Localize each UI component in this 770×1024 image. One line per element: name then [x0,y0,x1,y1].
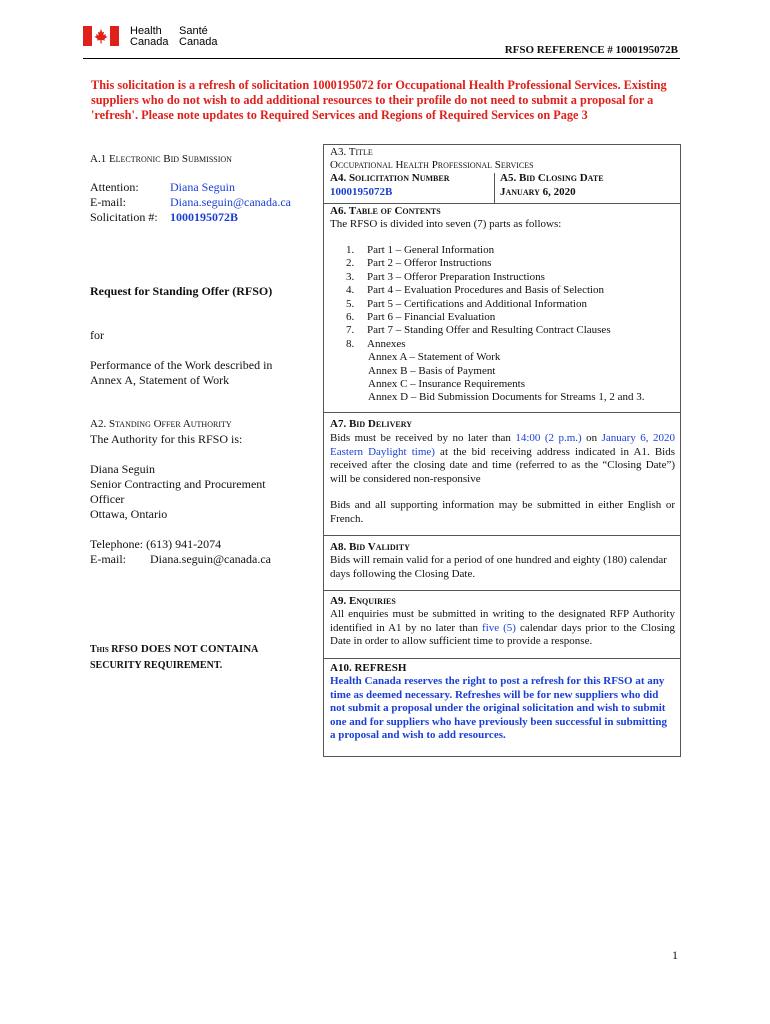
divider-a10 [323,658,681,659]
a7-heading: A7. Bid Delivery [330,418,413,430]
a6-intro: The RFSO is divided into seven (7) parts as follows: [330,218,562,230]
a4-value: 1000195072B [330,186,393,198]
security-part3: A [251,644,259,655]
security-statement [90,641,310,673]
a6-heading: A6. Table of Contents [330,205,441,217]
dept-name-en-line1: Health [130,25,162,37]
a7-text: Bids must be received by no later than 14:00 (2 p.m.) on January 6, 2020 Eastern Daylight time) at the bid receiving address indicated in A1. Bids received after the closing date and time (referred to as the “Closing Date”) will be considered non-responsive [330,432,675,485]
a5-heading: A5. Bid Closing Date [500,172,604,184]
toc-item: 8. Annexes [346,337,406,350]
dept-name-fr-line2: Canada [179,36,218,48]
performance-text: Performance of the Work described in Annex A, Statement of Work [90,358,273,387]
toc-item: 5. Part 5 – Certifications and Additional Information [346,297,587,310]
page-number: 1 [672,948,678,962]
email-link[interactable]: Diana.seguin@canada.ca [170,195,291,209]
toc-item: 3. Part 3 – Offeror Preparation Instructions [346,270,545,283]
header-divider [83,58,680,59]
toc-item: 7. Part 7 – Standing Offer and Resulting Contract Clauses [346,324,611,337]
solicitation-label: Solicitation #: [90,210,158,224]
health-canada-logo [83,24,223,50]
a8-text: Bids will remain valid for a period of one hundred and eighty (180) calendar days following the Closing Date. [330,554,667,580]
attention-label: Attention: [90,180,139,194]
security-part1: This RFSO [90,644,138,655]
authority-email-row [90,552,310,567]
a3-value: Occupational Health Professional Services [330,159,534,171]
for-text: for [90,328,104,342]
canada-flag-icon [83,26,119,46]
dept-name-en-line2: Canada [130,36,169,48]
toc-item: 4. Part 4 – Evaluation Procedures and Basis of Selection [346,284,605,297]
a9-text: All enquiries must be submitted in writing to the designated RFP Authority identified in A1 by no later than five (5) calendar days prior to the Closing Date in order to allow sufficient time to provide a response. [330,608,675,647]
a4-a5-divider [494,173,495,203]
attention-value: Diana Seguin [170,180,235,194]
a3-heading: A3. Title [330,146,373,158]
a5-value: January 6, 2020 [500,186,576,198]
toc-item: 1. Part 1 – General Information [346,244,495,256]
authority-title-line1: Senior Contracting and Procurement [90,477,266,491]
solicitation-value: 1000195072B [170,210,239,224]
authority-email-value[interactable]: Diana.seguin@canada.ca [150,552,271,566]
divider-a9 [323,590,681,591]
rfso-reference: RFSO REFERENCE # 1000195072B [504,44,678,56]
a8-heading: A8. Bid Validity [330,541,410,553]
security-part4: SECURITY REQUIREMENT. [90,660,223,671]
toc-annex: Annex C – Insurance Requirements [368,378,526,391]
a1-heading: A.1 Electronic Bid Submission [90,153,232,165]
authority-city: Ottawa, Ontario [90,507,168,521]
divider-a8 [323,535,681,536]
a10-text: Health Canada reserves the right to post a refresh for this RFSO at any time as deemed necessary. Refreshes will be for new suppliers who did not submit a proposal under the original solicitation and wish to submit one and for suppliers who have previously been successful in submitting a proposal and wish to add resources. [330,675,667,741]
divider-a7 [323,412,681,413]
rfso-title: Request for Standing Offer (RFSO) [90,284,273,298]
refresh-notice: This solicitation is a refresh of solicitation 1000195072 for Occupational Health Professional Services. Existing suppliers who do not wish to add additional resources to their profile do not need to submit a proposal for a 'refresh'. Please note updates to Required Services and Regions of Required Services on Page 3 [91,78,667,122]
toc-annex: Annex A – Statement of Work [368,351,501,364]
authority-title-line2: Officer [90,492,125,506]
a2-heading: A2. Standing Offer Authority [90,418,232,430]
toc-item: 2. Part 2 – Offeror Instructions [346,257,492,270]
authority-telephone: Telephone: (613) 941-2074 [90,537,222,551]
toc-item: 6. Part 6 – Financial Evaluation [346,311,496,324]
a9-heading: A9. Enquiries [330,595,396,607]
a2-intro: The Authority for this RFSO is: [90,432,243,446]
table-of-contents [330,244,675,405]
a10-heading: A10. REFRESH [330,662,407,674]
toc-annex: Annex D – Bid Submission Documents for Streams 1, 2 and 3. [368,391,645,404]
security-part2: DOES NOT CONTAIN [140,643,252,655]
authority-name: Diana Seguin [90,462,155,476]
authority-email-label: E-mail: [90,552,126,566]
a4-heading: A4. Solicitation Number [330,172,450,184]
toc-annex: Annex B – Basis of Payment [368,364,496,377]
dept-name-fr-line1: Santé [179,25,208,37]
divider-a6 [323,203,681,204]
email-label: E-mail: [90,195,126,209]
a1-details [90,180,310,225]
a7-language-text: Bids and all supporting information may be submitted in either English or French. [330,499,675,525]
